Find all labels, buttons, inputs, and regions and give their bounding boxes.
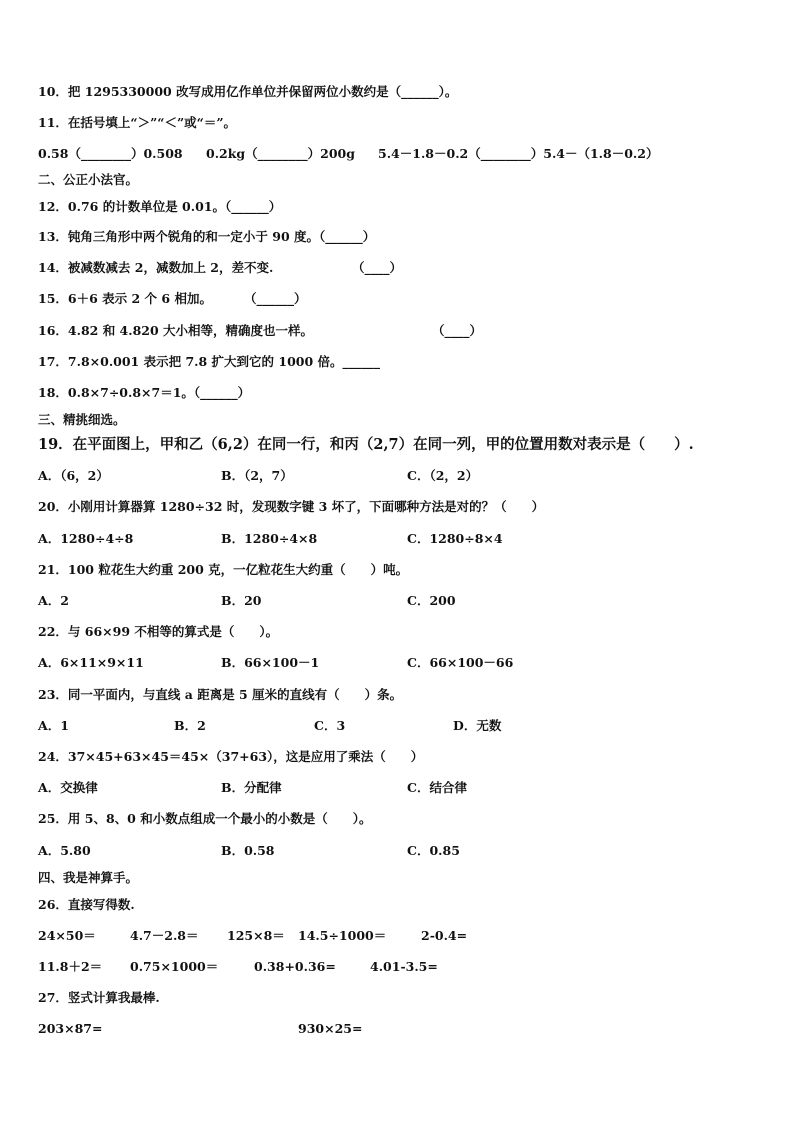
q23-option-a: A．1 bbox=[38, 718, 69, 733]
q26-expr-6: 11.8＋2＝ bbox=[38, 959, 103, 974]
q12: 12．0.76 的计数单位是 0.01。（______） bbox=[38, 199, 282, 214]
q22-option-c: C．66×100－66 bbox=[407, 655, 514, 670]
q11-item-2: 0.2kg（________）200g bbox=[206, 146, 355, 161]
q21-option-a: A．2 bbox=[38, 593, 69, 608]
q10: 10．把 1295330000 改写成用亿作单位并保留两位小数约是（______）。 bbox=[38, 84, 458, 99]
q27-item-2: 930×25= bbox=[298, 1021, 363, 1036]
q23-option-c: C．3 bbox=[314, 718, 346, 733]
q25: 25．用 5、8、0 和小数点组成一个最小的小数是（ ）。 bbox=[38, 811, 372, 826]
q16: 16．4.82 和 4.820 大小相等，精确度也一样。 bbox=[38, 323, 314, 338]
q17: 17．7.8×0.001 表示把 7.8 扩大到它的 1000 倍。______ bbox=[38, 354, 381, 369]
q11-item-1: 0.58（________）0.508 bbox=[38, 146, 183, 161]
q27-item-1: 203×87= bbox=[38, 1021, 103, 1036]
q15: 15．6＋6 表示 2 个 6 相加。 bbox=[38, 291, 212, 306]
q26-expr-1: 24×50＝ bbox=[38, 928, 96, 943]
q24-option-a: A．交换律 bbox=[38, 780, 98, 795]
q26-expr-3: 125×8＝ bbox=[227, 928, 285, 943]
q22: 22．与 66×99 不相等的算式是（ ）。 bbox=[38, 624, 279, 639]
q21: 21．100 粒花生大约重 200 克，一亿粒花生大约重（ ）吨。 bbox=[38, 562, 409, 577]
q21-option-b: B．20 bbox=[221, 593, 262, 608]
q26-expr-7: 0.75×1000＝ bbox=[130, 959, 219, 974]
q13: 13．钝角三角形中两个锐角的和一定小于 90 度。（______） bbox=[38, 229, 376, 244]
q19-option-c: C．（2，2） bbox=[407, 468, 479, 483]
q25-option-c: C．0.85 bbox=[407, 843, 460, 858]
q26-expr-9: 4.01-3.5= bbox=[370, 959, 438, 974]
q11: 11．在括号填上“＞”“＜”或“＝”。 bbox=[38, 115, 237, 130]
q26-expr-8: 0.38+0.36= bbox=[254, 959, 336, 974]
q20-option-a: A．1280÷4÷8 bbox=[38, 531, 134, 546]
q26-expr-5: 2-0.4= bbox=[421, 928, 468, 943]
q19-option-b: B．（2，7） bbox=[221, 468, 293, 483]
q16-blank: （____） bbox=[432, 323, 483, 338]
q27: 27．竖式计算我最棒. bbox=[38, 990, 160, 1005]
q24-option-c: C．结合律 bbox=[407, 780, 467, 795]
q23-option-b: B．2 bbox=[174, 718, 206, 733]
q20: 20．小刚用计算器算 1280÷32 时，发现数字键 3 坏了，下面哪种方法是对的？（ ） bbox=[38, 499, 545, 514]
q21-option-c: C．200 bbox=[407, 593, 456, 608]
q18: 18．0.8×7÷0.8×7＝1。（______） bbox=[38, 385, 251, 400]
q14-blank: （____） bbox=[352, 260, 403, 275]
q11-item-3: 5.4－1.8－0.2（________）5.4－（1.8－0.2） bbox=[378, 146, 659, 161]
q19: 19．在平面图上，甲和乙（6,2）在同一行，和丙（2,7）在同一列，甲的位置用数对表示是（ ）. bbox=[38, 436, 694, 453]
q25-option-b: B．0.58 bbox=[221, 843, 275, 858]
q25-option-a: A．5.80 bbox=[38, 843, 91, 858]
q26-expr-4: 14.5÷1000＝ bbox=[298, 928, 387, 943]
q22-option-a: A．6×11×9×11 bbox=[38, 655, 144, 670]
q23-option-d: D．无数 bbox=[453, 718, 502, 733]
q20-option-c: C．1280÷8×4 bbox=[407, 531, 503, 546]
q14: 14．被减数减去 2，减数加上 2，差不变. bbox=[38, 260, 274, 275]
section-2-heading: 二、公正小法官。 bbox=[38, 172, 139, 187]
q22-option-b: B．66×100－1 bbox=[221, 655, 320, 670]
section-3-heading: 三、精挑细选。 bbox=[38, 412, 126, 427]
q15-blank: （______） bbox=[244, 291, 307, 306]
q23: 23．同一平面内，与直线 a 距离是 5 厘米的直线有（ ）条。 bbox=[38, 687, 403, 702]
q19-option-a: A．（6，2） bbox=[38, 468, 109, 483]
q24: 24．37×45+63×45＝45×（37+63），这是应用了乘法（ ） bbox=[38, 749, 424, 764]
q26: 26．直接写得数. bbox=[38, 897, 135, 912]
section-4-heading: 四、我是神算手。 bbox=[38, 870, 139, 885]
q20-option-b: B．1280÷4×8 bbox=[221, 531, 318, 546]
q24-option-b: B．分配律 bbox=[221, 780, 282, 795]
q26-expr-2: 4.7－2.8＝ bbox=[130, 928, 199, 943]
